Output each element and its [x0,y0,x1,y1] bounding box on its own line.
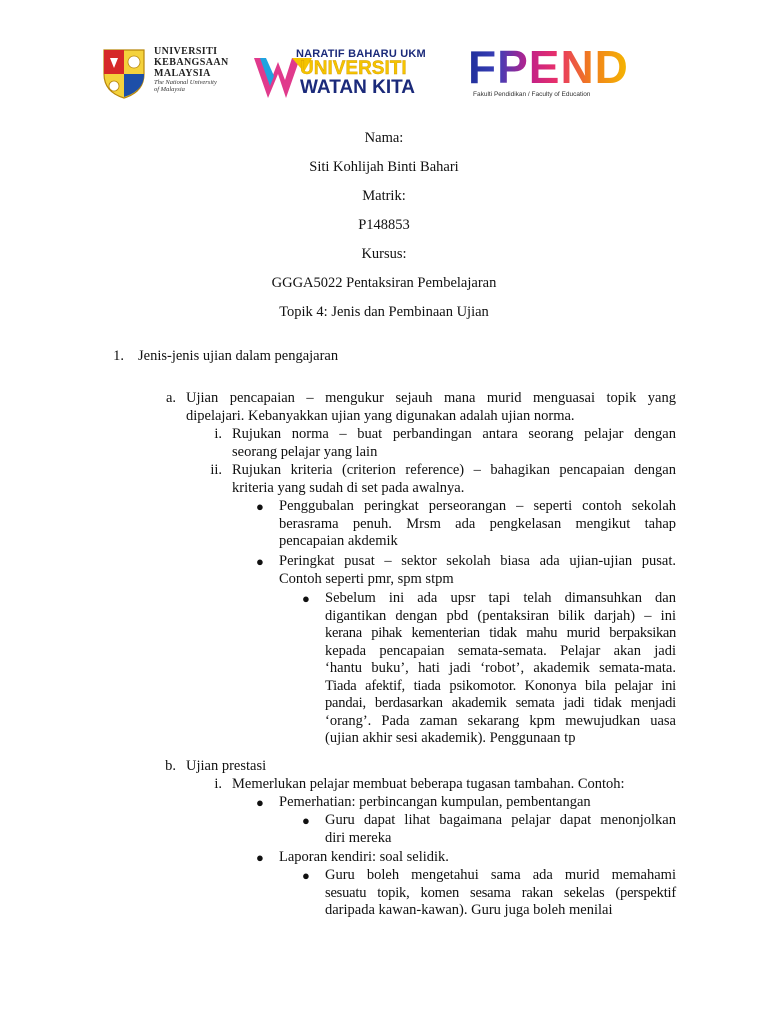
topic-title: Topik 4: Jenis dan Pembinaan Ujian [279,304,489,320]
matric-label: Matrik: [362,188,406,204]
list-item-line: kriteria yang sudah di set pada awalnya. [232,479,465,496]
list-item-line: dipelajari. Kebanyakkan ujian yang digunakan adalah ujian norma. [186,407,575,424]
ukm-crest-icon [100,46,148,100]
naratif-top-text: NARATIF BAHARU UKM [296,48,426,60]
student-name: Siti Kohlijah Binti Bahari [309,159,459,175]
list-item-text: Memerlukan pelajar membuat beberapa tugasan tambahan. Contoh: [232,776,625,792]
bullet-icon: ● [302,813,310,828]
bullet-line: Guru dapat lihat bagaimana pelajar dapat menonjolkan [325,812,676,828]
list-marker: i. [214,776,222,792]
course-label: Kursus: [361,246,407,262]
bullet-line: Tiada afektif, tiada psikomotor. Kononya bila pelajar ini [325,677,676,694]
ukm-line-3: MALAYSIA [154,68,211,79]
naratif-logo [252,48,457,104]
bullet-icon: ● [256,554,264,569]
bullet-line: pencapaian akdemik [279,533,398,549]
ukm-wordmark [154,46,229,93]
title-block [0,128,768,331]
bullet-line: Contoh seperti pmr, spm stpm [279,570,454,587]
ukm-line-2: KEBANGSAAN [154,57,229,68]
bullet-icon: ● [302,591,310,606]
bullet-icon: ● [256,850,264,865]
list-item-text: Ujian prestasi [186,758,267,774]
bullet-line: diri mereka [325,829,392,846]
bullet-line: sesuatu topik, komen sesama rakan sekelas (perspektif [325,884,676,901]
fpend-subtitle: Fakulti Pendidikan / Faculty of Education [473,91,591,98]
bullet-line: ‘hantu buku’, hati jadi ‘robot’, akademik semata-mata. [325,660,676,676]
bullet-line: pandai, berdasarkan akademik semata jadi tidak menjadi [325,695,676,711]
matric-number: P148853 [358,217,410,233]
list-marker: a. [165,390,176,406]
bullet-icon: ● [256,795,264,810]
naratif-middle-text: UNIVERSITI [300,58,407,79]
bullet-line: Laporan kendiri: soal selidik. [279,849,449,865]
ukm-subline-1: The National University [154,79,217,86]
naratif-bottom-text: WATAN KITA [300,77,416,98]
bullet-line: (ujian akhir sesi akademik). Penggunaan tp [325,730,576,746]
list-marker: 1. [113,348,124,364]
bullet-line: ‘orang’. Pada zaman sekarang kpm mewujudkan uasa [325,712,676,729]
bullet-line: kepada pencapaian semata-semata. Pelajar akan jadi [325,642,676,659]
ukm-logo [100,42,240,104]
bullet-line: Peringkat pusat – sektor sekolah biasa ada ujian-ujian pusat. [279,553,676,569]
fpend-wordmark: FPEND [468,41,629,93]
bullet-line: Pemerhatian: perbincangan kumpulan, pembentangan [279,794,591,810]
bullet-line: Sebelum ini ada upsr tapi telah dimansuhkan dan [325,590,676,606]
list-marker: b. [165,758,176,774]
bullet-line: digantikan dengan pbd (pentaksiran bilik darjah) – ini [325,607,676,624]
list-item-line: seorang pelajar yang lain [232,443,378,460]
bullet-line: daripada kawan-kawan). Guru juga boleh menilai [325,902,613,918]
bullet-icon: ● [302,868,310,883]
list-marker: i. [214,426,222,442]
bullet-line: Penggubalan peringkat perseorangan – seperti contoh sekolah [279,498,676,514]
ukm-line-1: UNIVERSITI [154,46,218,57]
fpend-logo [468,41,683,104]
list-marker: ii. [210,462,222,478]
bullet-line: Guru boleh mengetahui sama ada murid memahami [325,867,676,883]
header-logos [100,42,680,106]
list-item-line: Rujukan kriteria (criterion reference) – bahagikan pencapaian dengan [232,462,676,478]
bullet-line: berasrama penuh. Mrsm ada pengkelasan mengikut tahap [279,515,676,532]
bullet-icon: ● [256,499,264,514]
list-item-line: Ujian pencapaian – mengukur sejauh mana murid menguasai topik yang [186,390,676,406]
bullet-line: kerana pihak kementerian tidak mahu murid berpaksikan [325,625,676,641]
ukm-subline-2: of Malaysia [154,86,185,93]
name-label: Nama: [364,130,404,146]
list-item-line: Rujukan norma – buat perbandingan antara seorang pelajar dengan [232,426,676,442]
list-item-text: Jenis-jenis ujian dalam pengajaran [138,348,339,364]
course-name: GGGA5022 Pentaksiran Pembelajaran [271,275,497,291]
